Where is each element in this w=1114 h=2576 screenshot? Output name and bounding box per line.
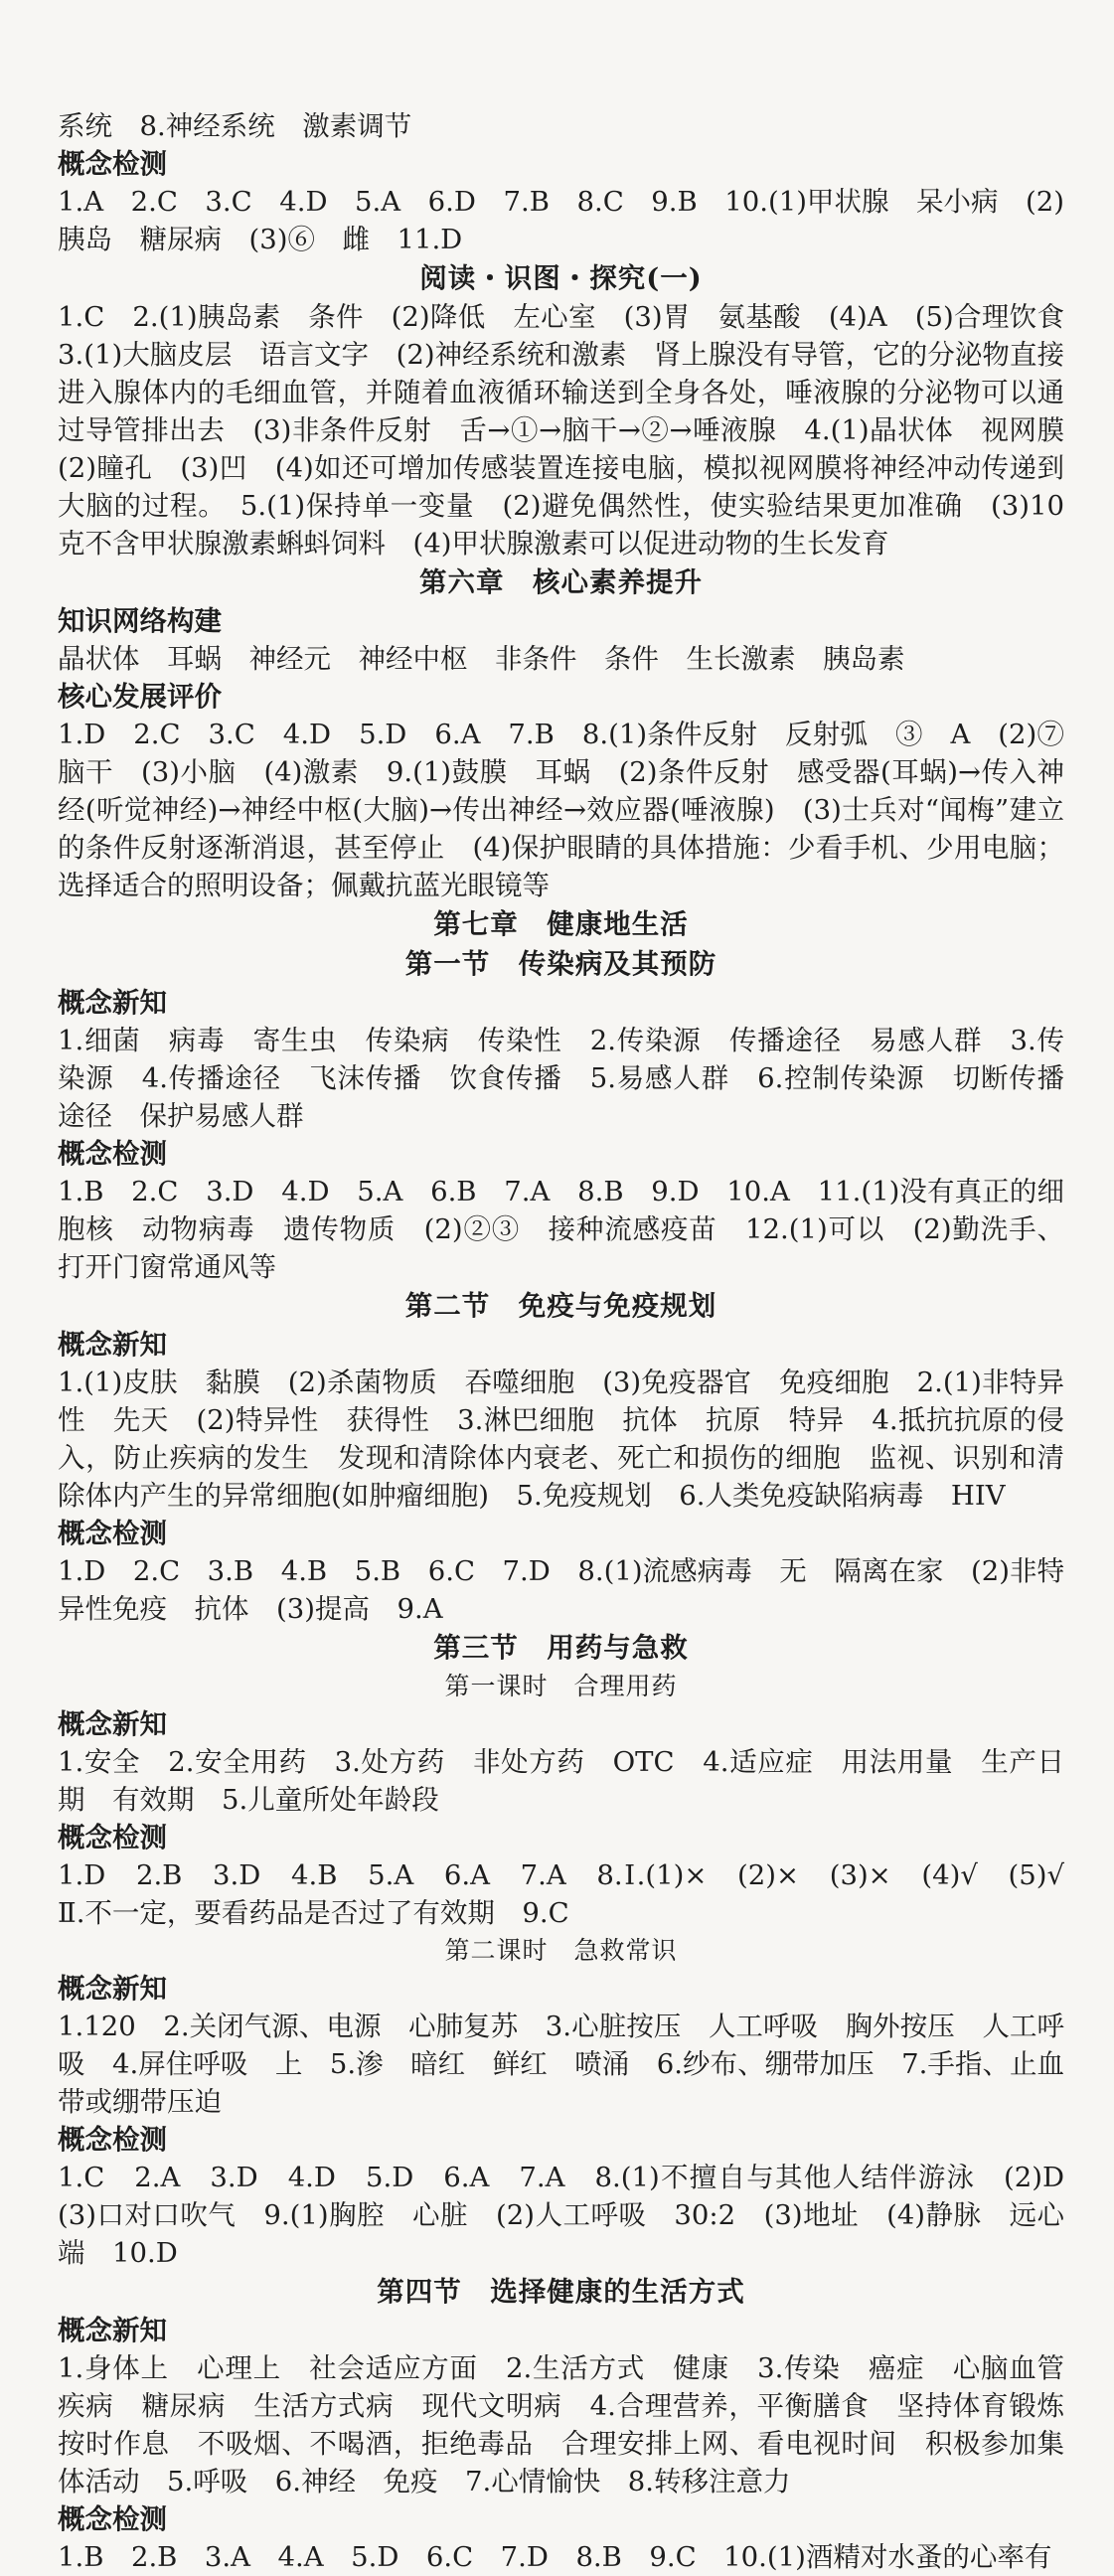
section-heading: 概念检测	[58, 1822, 167, 1853]
section-title: 第四节 选择健康的生活方式	[377, 2276, 745, 2308]
text-block: 1.A 2.C 3.C 4.D 5.A 6.D 7.B 8.C 9.B 10.(1)甲状腺 呆小病 (2)胰岛 糖尿病 (3)⑥ 雌 11.D	[58, 186, 1064, 255]
lesson-title: 第二课时 急救常识	[444, 1936, 678, 1965]
text-block: 1.D 2.C 3.B 4.B 5.B 6.C 7.D 8.(1)流感病毒 无 隔离在家 (2)非特异性免疫 抗体 (3)提高 9.A	[58, 1555, 1064, 1625]
section-heading: 概念新知	[58, 1708, 167, 1740]
text-block: 1.C 2.A 3.D 4.D 5.D 6.A 7.A 8.(1)不擅自与其他人结伴游泳 (2)D (3)口对口吹气 9.(1)胸腔 心脏 (2)人工呼吸 30:2 (3)地址 (4)静脉 远心端 10.D	[58, 2162, 1092, 2269]
chapter-title: 第六章 核心素养提升	[419, 566, 703, 598]
section-heading: 概念新知	[58, 2315, 167, 2346]
text-block: 晶状体 耳蜗 神经元 神经中枢 非条件 条件 生长激素 胰岛素	[58, 643, 905, 675]
text-block: 1.身体上 心理上 社会适应方面 2.生活方式 健康 3.传染 癌症 心脑血管疾病 糖尿病 生活方式病 现代文明病 4.合理营养，平衡膳食 坚持体育锻炼 按时作息 不吸烟、不喝酒，拒绝毒品 合理安排上网、看电视时间 积极参加集体活动 5.呼吸 6.神经 免疫 7.心情愉快 8.转移注意力	[58, 2352, 1092, 2497]
section-title: 第三节 用药与急救	[433, 1632, 689, 1664]
text-block: 1.(1)皮肤 黏膜 (2)杀菌物质 吞噬细胞 (3)免疫器官 免疫细胞 2.(1)非特异性 先天 (2)特异性 获得性 3.淋巴细胞 抗体 抗原 特异 4.抵抗抗原的侵入，防止疾病的发生 发现和清除体内衰老、死亡和损伤的细胞 监视、识别和清除体内产生的异常细胞(如肿瘤细胞) 5.免疫规划 6.人类免疫缺陷病毒 HIV	[58, 1367, 1064, 1512]
text-block: 系统 8.神经系统 激素调节	[58, 110, 412, 142]
chapter-title: 第七章 健康地生活	[433, 908, 689, 940]
text-block: 1.120 2.关闭气源、电源 心肺复苏 3.心脏按压 人工呼吸 胸外按压 人工呼吸 4.屏住呼吸 上 5.渗 暗红 鲜红 喷涌 6.纱布、绷带加压 7.手指、止血带或绷带压迫	[58, 2011, 1064, 2118]
section-title: 第一节 传染病及其预防	[404, 948, 717, 980]
section-heading: 概念检测	[58, 2503, 167, 2535]
text-block: 1.D 2.C 3.C 4.D 5.D 6.A 7.B 8.(1)条件反射 反射弧 ③ A (2)⑦ 脑干 (3)小脑 (4)激素 9.(1)鼓膜 耳蜗 (2)条件反射 感受器(耳蜗)→传入神经(听觉神经)→神经中枢(大脑)→传出神经→效应器(唾液腺) (3)士兵对“闻梅”建立的条件反射逐渐消退，甚至停止 (4)保护眼睛的具体措施：少看手机、少用电脑；选择适合的照明设备；佩戴抗蓝光眼镜等	[58, 719, 1092, 901]
text-block: 1.细菌 病毒 寄生虫 传染病 传染性 2.传染源 传播途径 易感人群 3.传染源 4.传播途径 飞沫传播 饮食传播 5.易感人群 6.控制传染源 切断传播途径 保护易感人群	[58, 1025, 1064, 1132]
section-heading: 概念新知	[58, 1973, 167, 2005]
section-heading: 概念检测	[58, 2124, 167, 2156]
section-heading: 概念检测	[58, 1518, 167, 1549]
text-block: 1.安全 2.安全用药 3.处方药 非处方药 OTC 4.适应症 用法用量 生产日期 有效期 5.儿童所处年龄段	[58, 1746, 1064, 1816]
section-heading: 知识网络构建	[58, 605, 222, 637]
section-heading: 概念新知	[58, 987, 167, 1019]
chapter-title: 阅读・识图・探究(一)	[419, 262, 703, 294]
text-block: 1.B 2.B 3.A 4.A 5.D 6.C 7.D 8.B 9.C 10.(1)酒精对水蚤的心率有	[58, 2541, 1052, 2573]
lesson-title: 第一课时 合理用药	[444, 1672, 678, 1700]
section-heading: 概念新知	[58, 1329, 167, 1361]
section-heading: 概念检测	[58, 148, 167, 180]
text-block: 1.D 2.B 3.D 4.B 5.A 6.A 7.A 8.Ⅰ.(1)× (2)× (3)× (4)√ (5)√ Ⅱ.不一定，要看药品是否过了有效期 9.C	[58, 1859, 1092, 1929]
section-heading: 核心发展评价	[58, 681, 222, 713]
text-block: 1.B 2.C 3.D 4.D 5.A 6.B 7.A 8.B 9.D 10.A 11.(1)没有真正的细胞核 动物病毒 遗传物质 (2)②③ 接种流感疫苗 12.(1)可以 (2)勤洗手、打开门窗常通风等	[58, 1176, 1064, 1283]
section-heading: 概念检测	[58, 1138, 167, 1170]
text-block: 1.C 2.(1)胰岛素 条件 (2)降低 左心室 (3)胃 氨基酸 (4)A (5)合理饮食 3.(1)大脑皮层 语言文字 (2)神经系统和激素 肾上腺没有导管，它的分泌物直接进入腺体内的毛细血管，并随着血液循环输送到全身各处，唾液腺的分泌物可以通过导管排出去 (3)非条件反射 舌→①→脑干→②→唾液腺 4.(1)晶状体 视网膜 (2)瞳孔 (3)凹 (4)如还可增加传感装置连接电脑，模拟视网膜将神经冲动传递到大脑的过程。 5.(1)保持单一变量 (2)避免偶然性，使实验结果更加准确 (3)10克不含甲状腺激素蝌蚪饲料 (4)甲状腺激素可以促进动物的生长发育	[58, 301, 1092, 560]
section-title: 第二节 免疫与免疫规划	[404, 1290, 717, 1322]
